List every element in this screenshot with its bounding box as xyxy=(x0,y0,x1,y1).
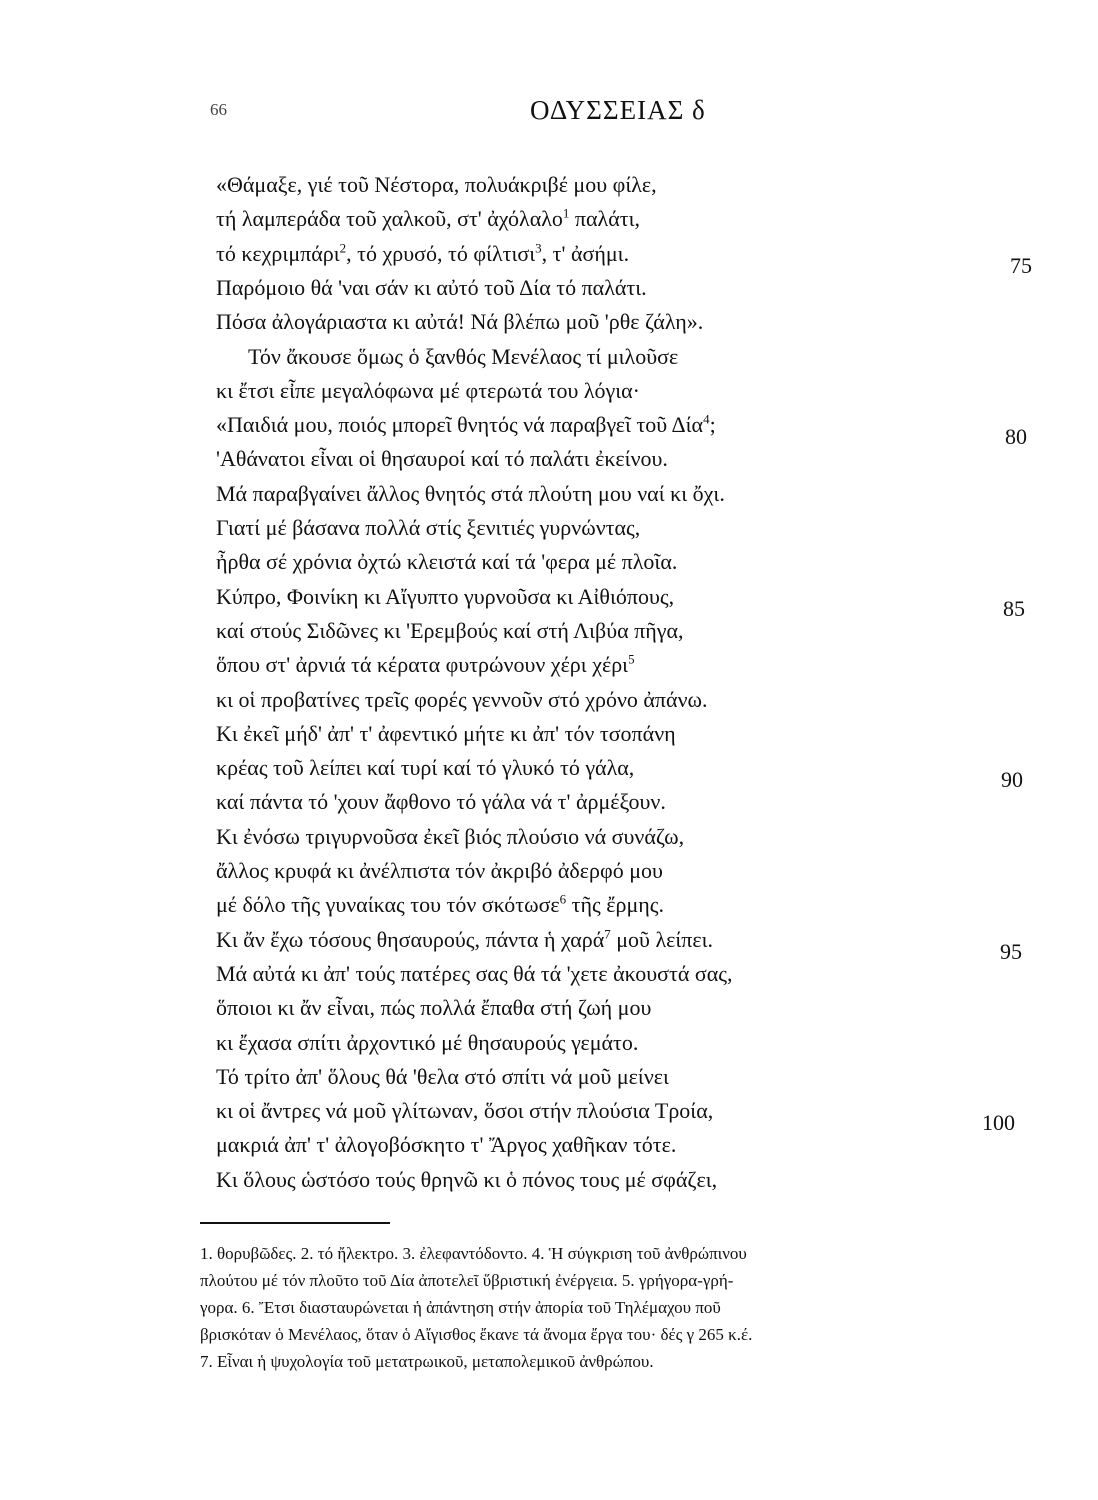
footnote-line: 1. θορυβῶδες. 2. τό ἤλεκτρο. 3. ἐλεφαντόδοντο. 4. Ἡ σύγκριση τοῦ ἀνθρώπινου xyxy=(200,1244,747,1263)
verse-text: , τό χρυσό, τό φίλτισι xyxy=(346,240,536,266)
verse-line: ἦρθα σέ χρόνια ὀχτώ κλειστά καί τά 'φερα μέ πλοῖα. xyxy=(216,549,678,575)
verse-line xyxy=(216,237,629,271)
verse-line: ἄλλος κρυφά κι ἀνέλπιστα τόν ἀκριβό ἀδερφό μου xyxy=(216,858,663,883)
verse-line: κι οἱ ἄντρες νά μοῦ γλίτωναν, ὅσοι στήν πλούσια Τροία, xyxy=(216,1098,714,1124)
footnote-marker: 5 xyxy=(628,651,635,667)
verse-line: Τόν ἄκουσε ὅμως ὁ ξανθός Μενέλαος τί μιλοῦσε xyxy=(248,343,679,369)
verse-line: Γιατί μέ βάσανα πολλά στίς ξενιτιές γυρνώντας, xyxy=(216,515,641,540)
verse-line: ὅποιοι κι ἄν εἶναι, πώς πολλά ἔπαθα στή ζωή μου xyxy=(216,995,652,1021)
verse-text: «Παιδιά μου, ποιός μπορεῖ θνητός νά παραβγεῖ τοῦ Δία xyxy=(216,412,704,438)
line-number: 75 xyxy=(1010,252,1032,278)
verse-line: κι ἔχασα σπίτι ἀρχοντικό μέ θησαυρούς γεμάτο. xyxy=(216,1029,639,1055)
footnote-line: γορα. 6. Ἔτσι διασταυρώνεται ἡ ἀπάντηση στήν ἀπορία τοῦ Τηλέμαχου ποῦ xyxy=(200,1298,721,1317)
running-title: ΟΔΥΣΣΕΙΑΣ δ xyxy=(530,95,706,125)
verse-line: 'Αθάνατοι εἶναι οἱ θησαυροί καί τό παλάτι ἐκείνου. xyxy=(216,446,668,472)
verse-text: Κι ἄν ἔχω τόσους θησαυρούς, πάντα ἡ χαρά xyxy=(216,926,605,952)
footnote-marker: 1 xyxy=(562,205,570,221)
footnote-marker: 4 xyxy=(703,411,710,427)
footnote-line: πλούτου μέ τόν πλοῦτο τοῦ Δία ἀποτελεῖ ὕβριστική ἐνέργεια. 5. γρήγορα-γρή- xyxy=(200,1271,734,1290)
verse-text: τῆς ἔρμης. xyxy=(566,892,664,918)
footnote-marker: 6 xyxy=(559,891,567,907)
line-number: 95 xyxy=(1000,938,1022,964)
verse-line: Κι ἐνόσω τριγυρνοῦσα ἐκεῖ βιός πλούσιο νά συνάζω, xyxy=(216,823,685,849)
line-number: 80 xyxy=(1005,424,1027,450)
footnote-divider xyxy=(200,1222,390,1224)
verse-line: κι οἱ προβατίνες τρεῖς φορές γεννοῦν στό χρόνο ἀπάνω. xyxy=(216,686,708,712)
verse-line: καί πάντα τό 'χουν ἄφθονο τό γάλα νά τ' ἀρμέξουν. xyxy=(216,789,666,815)
line-number: 85 xyxy=(1003,595,1025,621)
verse-line: «Θάμαξε, γιέ τοῦ Νέστορα, πολυάκριβέ μου φίλε, xyxy=(216,172,657,197)
footnote-marker: 2 xyxy=(339,240,347,256)
verse-text: παλάτι, xyxy=(569,206,641,232)
footnote-line: βρισκόταν ὁ Μενέλαος, ὅταν ὁ Αἴγισθος ἔκανε τά ἄνομα ἔργα του· δές γ 265 κ.έ. xyxy=(200,1325,753,1344)
verse-line: Κι ὅλους ὡστόσο τούς θρηνῶ κι ὁ πόνος τους μέ σφάζει, xyxy=(216,1166,718,1192)
footnote-marker: 3 xyxy=(535,240,542,256)
verse-text: , τ' ἀσήμι. xyxy=(541,240,630,266)
verse-text: μοῦ λείπει. xyxy=(610,926,714,952)
verse-line: Κι ἐκεῖ μήδ' ἀπ' τ' ἀφεντικό μήτε κι ἀπ' τόν τσοπάνη xyxy=(216,720,676,746)
verse-text: τή λαμπεράδα τοῦ χαλκοῦ, στ' ἀχόλαλο xyxy=(216,206,563,232)
verse-text: ; xyxy=(709,412,716,438)
verse-line: κρέας τοῦ λείπει καί τυρί καί τό γλυκό τό γάλα, xyxy=(216,755,635,781)
verse-line: κι ἔτσι εἶπε μεγαλόφωνα μέ φτερωτά του λόγια· xyxy=(216,377,640,403)
verse-line: Παρόμοιο θά 'ναι σάν κι αὐτό τοῦ Δία τό παλάτι. xyxy=(216,274,647,300)
line-number: 90 xyxy=(1001,767,1023,793)
page-number: 66 xyxy=(210,100,227,119)
verse-line: μακριά ἀπ' τ' ἀλογοβόσκητο τ' Ἄργος χαθῆκαν τότε. xyxy=(216,1132,677,1158)
verse-line xyxy=(216,648,635,682)
verse-line: Μά αὐτά κι ἀπ' τούς πατέρες σας θά τά 'χετε ἀκουστά σας, xyxy=(216,960,733,986)
footnotes xyxy=(200,1240,1040,1375)
footnote-line: 7. Εἶναι ἡ ψυχολογία τοῦ μετατρωικοῦ, μεταπολεμικοῦ ἀνθρώπου. xyxy=(200,1352,654,1371)
verse-line xyxy=(216,408,716,442)
verse-line: Πόσα ἀλογάριαστα κι αὐτά! Νά βλέπω μοῦ 'ρθε ζάλη». xyxy=(216,309,704,335)
verse-text: μέ δόλο τῆς γυναίκας του τόν σκότωσε xyxy=(216,892,560,918)
verse-line: Μά παραβγαίνει ἄλλος θνητός στά πλούτη μου ναί κι ὄχι. xyxy=(216,480,725,506)
verse-line: καί στούς Σιδῶνες κι 'Ερεμβούς καί στή Λιβύα πῆγα, xyxy=(216,617,684,643)
verse-line: Κύπρο, Φοινίκη κι Αἴγυπτο γυρνοῦσα κι Αἰθιόπους, xyxy=(216,583,675,609)
footnote-marker: 7 xyxy=(604,926,611,942)
verse-line: Τό τρίτο ἀπ' ὅλους θά 'θελα στό σπίτι νά μοῦ μείνει xyxy=(216,1063,669,1089)
line-number: 100 xyxy=(982,1110,1015,1136)
verse-text: τό κεχριμπάρι xyxy=(216,240,340,266)
verse-line xyxy=(216,923,713,957)
verse-text: ὅπου στ' ἀρνιά τά κέρατα φυτρώνουν χέρι χέρι xyxy=(216,652,629,678)
verse-line xyxy=(216,888,664,922)
verse-line xyxy=(216,202,640,236)
